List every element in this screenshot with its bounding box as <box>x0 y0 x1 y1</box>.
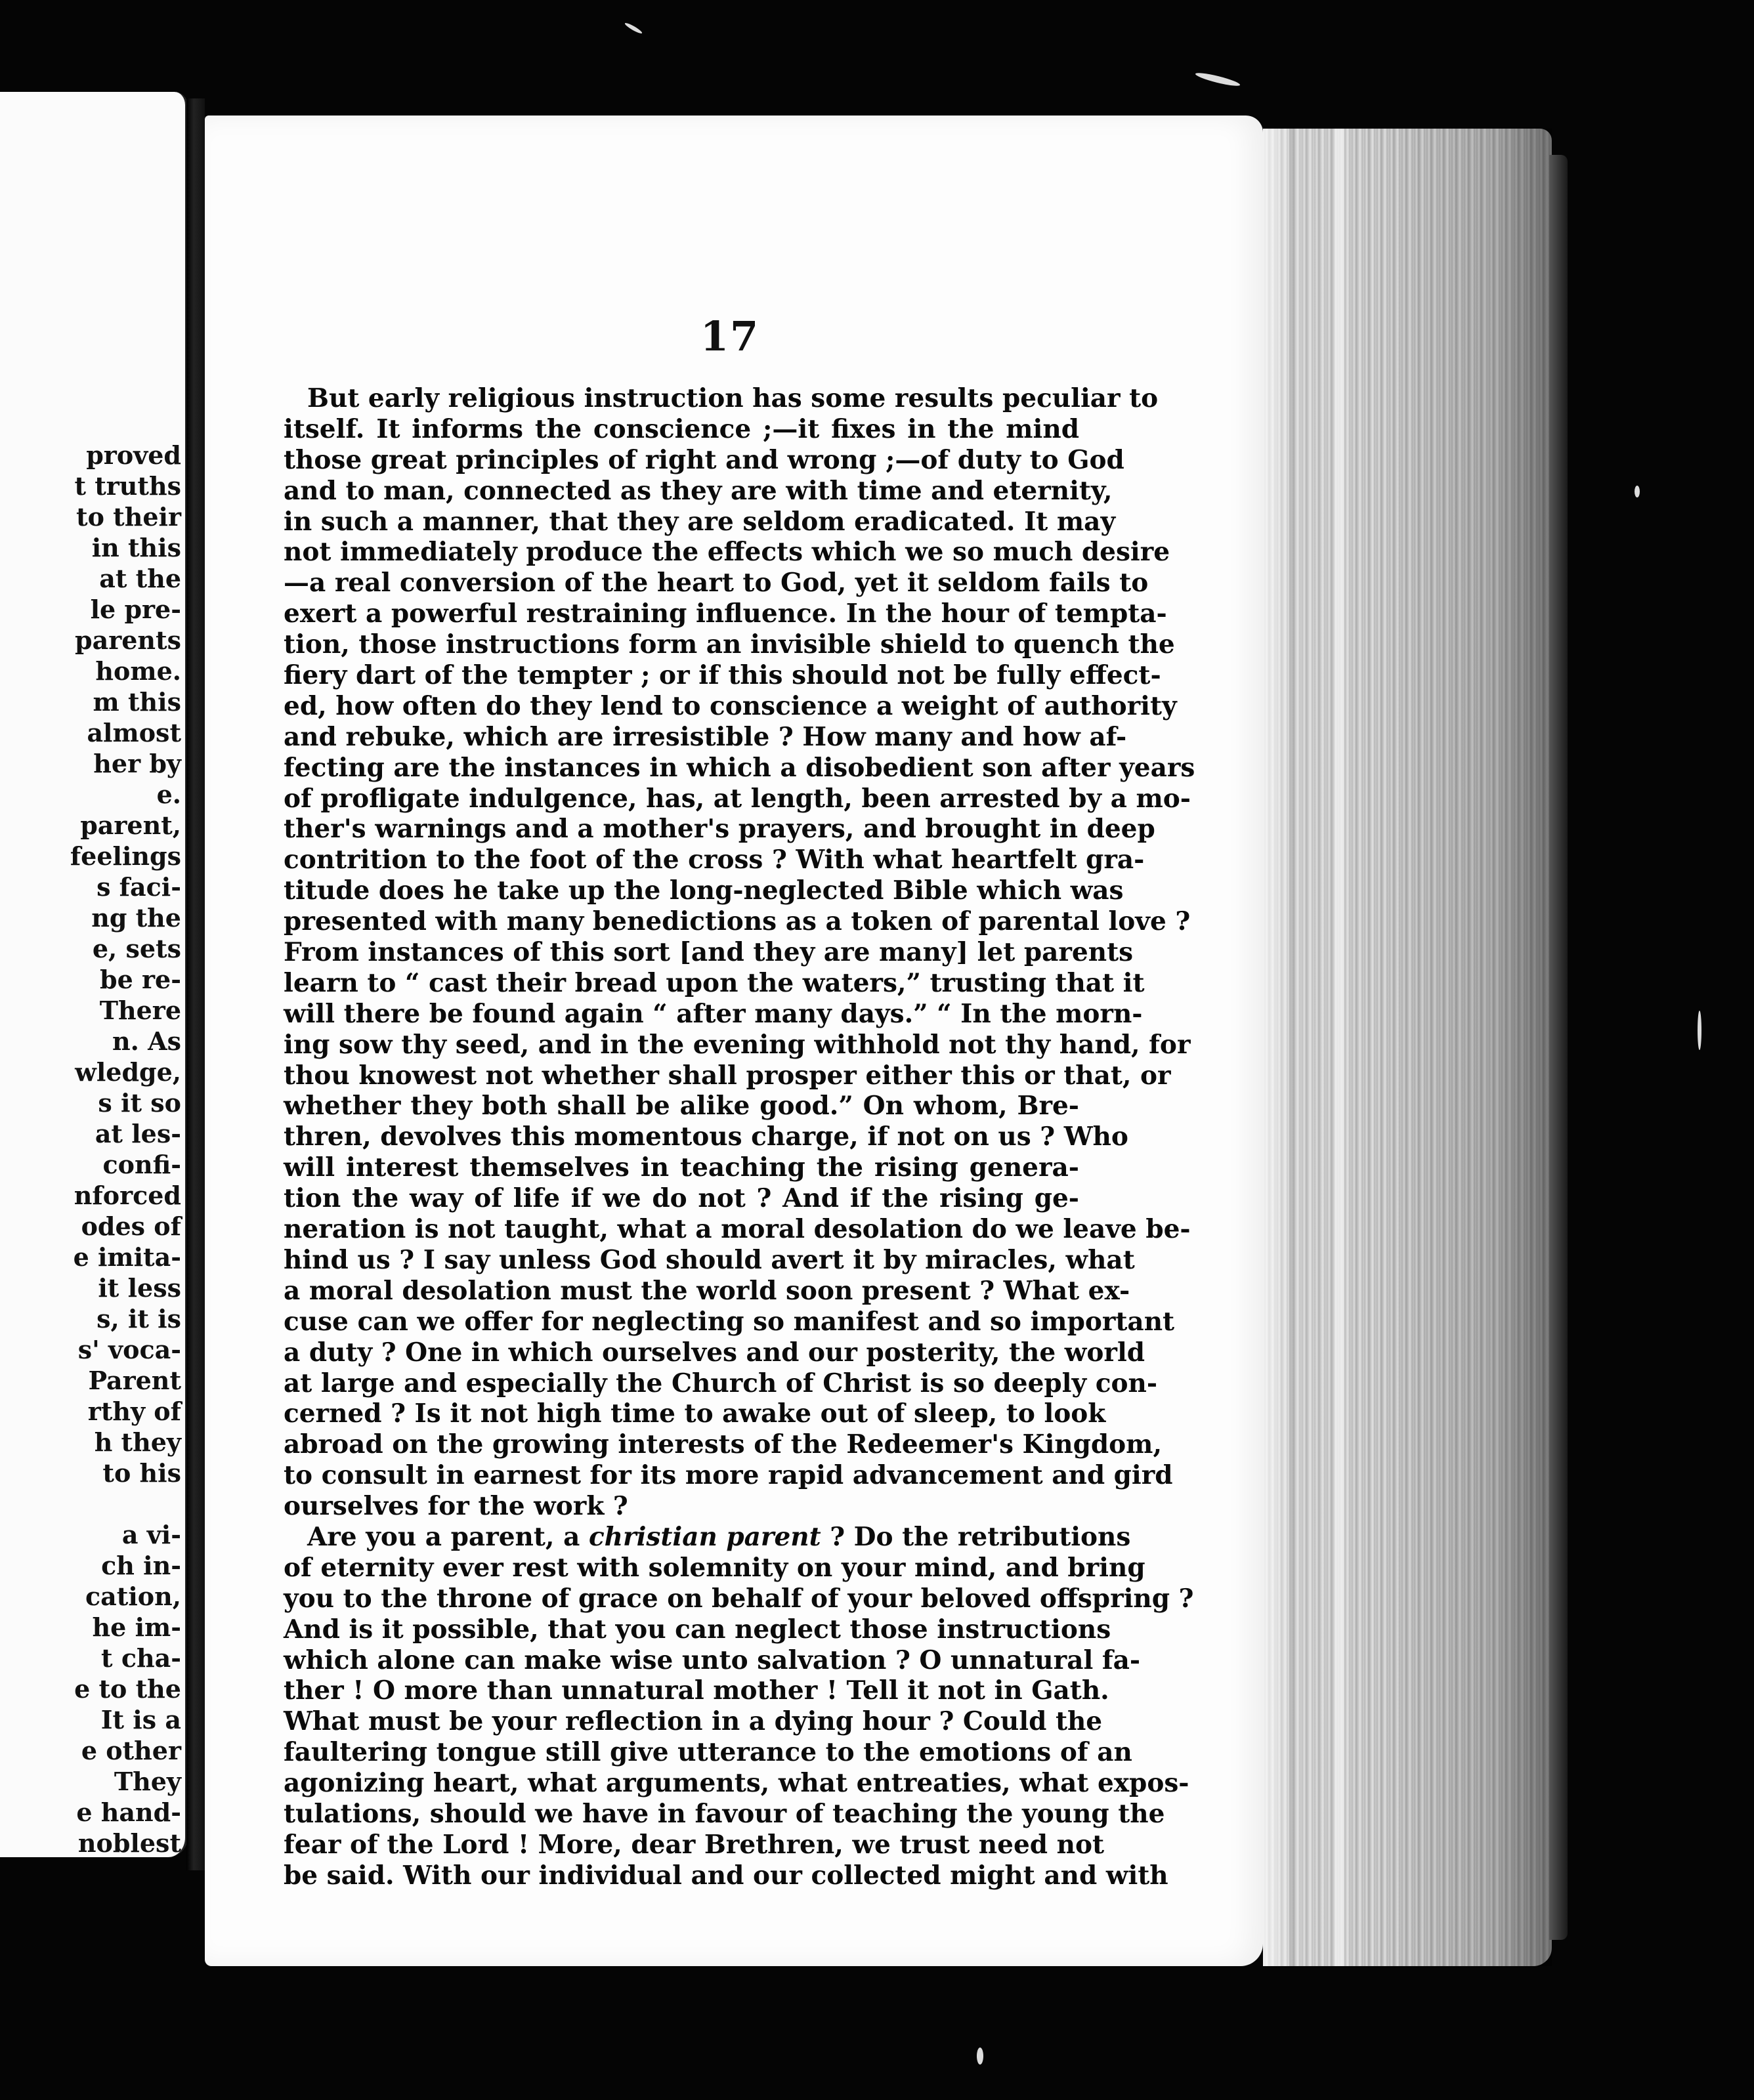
facing-page-fragment: a vi- <box>121 1520 181 1549</box>
text-line: in such a manner, that they are seldom eradicated. It may <box>284 506 1116 537</box>
facing-page-fragment: e other <box>81 1736 181 1765</box>
text-line: tion the way of life if we do not ? And if the rising ge- <box>284 1183 1079 1214</box>
text-line: will there be found again “ after many days.” “ In the morn- <box>284 998 1143 1029</box>
text-line: ther's warnings and a mother's prayers, and brought in deep <box>284 814 1155 845</box>
facing-page-fragment: s, it is <box>96 1304 181 1334</box>
facing-page-fragment: to their <box>76 502 181 532</box>
text-line: —a real conversion of the heart to God, yet it seldom fails to <box>284 568 1149 598</box>
paragraph-1 <box>284 383 1195 1522</box>
text-line: But early religious instruction has some results peculiar to <box>307 383 1159 413</box>
facing-page-fragment: nforced <box>74 1181 181 1210</box>
facing-page-fragment: n. As <box>112 1026 181 1056</box>
text-line: you to the throne of grace on behalf of your beloved offspring ? <box>284 1583 1194 1614</box>
text-line: which alone can make wise unto salvation ? O unnatural fa- <box>284 1645 1141 1675</box>
text-line: tion, those instructions form an invisible shield to quench the <box>284 629 1175 660</box>
scan-artifact <box>977 2048 983 2065</box>
paragraph-2 <box>284 1552 1194 1891</box>
text-line: of eternity ever rest with solemnity on your mind, and bring <box>284 1552 1145 1583</box>
facing-page-fragment: at les- <box>95 1119 181 1148</box>
text-line: tulations, should we have in favour of teaching the young the <box>284 1798 1165 1829</box>
text-line: cuse can we offer for neglecting so manifest and so important <box>284 1306 1175 1337</box>
facing-page-fragment: cation, <box>85 1582 181 1611</box>
facing-page-fragment: ng the <box>91 903 181 933</box>
facing-page-fragment: home. <box>95 656 181 686</box>
text-line: ed, how often do they lend to conscience a weight of authority <box>284 690 1177 721</box>
scan-artifact <box>1698 1011 1701 1050</box>
body-text <box>284 383 1195 1891</box>
text-line: and to man, connected as they are with time and eternity, <box>284 475 1113 506</box>
facing-page-text-fragments <box>0 440 181 1858</box>
book-cover-edge <box>1549 155 1568 1940</box>
text-line: not immediately produce the effects which we so much desire <box>284 537 1170 568</box>
facing-page-fragment: be re- <box>100 965 181 994</box>
facing-page-fragment: feelings <box>70 841 181 871</box>
text-line: of profligate indulgence, has, at length, been arrested by a mo- <box>284 783 1191 814</box>
facing-page-fragment: wledge, <box>75 1057 181 1087</box>
facing-page-fragment: it less <box>98 1273 181 1303</box>
text-line: fecting are the instances in which a disobedient son after years <box>284 752 1195 783</box>
page-17 <box>205 116 1263 1966</box>
facing-page-fragment: m this <box>93 687 181 717</box>
book-fore-edge <box>1263 129 1552 1966</box>
facing-page-fragment: noblest <box>77 1828 181 1858</box>
facing-page-fragment: he im- <box>92 1612 181 1642</box>
text-line: and rebuke, which are irresistible ? How many and how af- <box>284 721 1127 752</box>
text-line: What must be your reflection in a dying hour ? Could the <box>284 1706 1103 1737</box>
facing-page-fragment: confi- <box>102 1150 181 1179</box>
facing-page-fragment: parents <box>75 625 181 655</box>
facing-page-fragment: odes of <box>81 1211 181 1241</box>
text-line: will interest themselves in teaching the rising genera- <box>284 1152 1079 1183</box>
facing-page-fragment: to his <box>102 1458 181 1488</box>
text-line: fiery dart of the tempter ; or if this should not be fully effect- <box>284 660 1161 691</box>
text-line: cerned ? Is it not high time to awake out of sleep, to look <box>284 1398 1106 1429</box>
facing-page-fragment: in this <box>91 533 181 562</box>
text-line: ther ! O more than unnatural mother ! Tell it not in Gath. <box>284 1675 1109 1706</box>
text-line: fear of the Lord ! More, dear Brethren, we trust need not <box>284 1829 1105 1860</box>
text-line: presented with many benedictions as a token of parental love ? <box>284 906 1191 937</box>
facing-page-fragment: e imita- <box>73 1242 181 1272</box>
paragraph-2-first-line: Are you a parent, a christian parent ? Do the retributions <box>307 1521 1131 1552</box>
text-line: ing sow thy seed, and in the evening withhold not thy hand, for <box>284 1029 1191 1060</box>
facing-page-fragment: almost <box>87 718 181 747</box>
text-line: titude does he take up the long-neglected Bible which was <box>284 875 1124 906</box>
facing-page-left <box>0 92 188 1857</box>
facing-page-fragment: s it so <box>98 1088 181 1118</box>
text-line: abroad on the growing interests of the Redeemer's Kingdom, <box>284 1429 1163 1460</box>
facing-page-fragment: at the <box>99 564 181 593</box>
facing-page-fragment <box>0 1488 181 1519</box>
facing-page-fragment: le pre- <box>90 595 181 624</box>
facing-page-fragment: s' voca- <box>77 1335 181 1364</box>
facing-page-fragment: parent, <box>80 810 181 840</box>
book-gutter <box>186 98 205 1870</box>
text-line: contrition to the foot of the cross ? With what heartfelt gra- <box>284 845 1145 875</box>
text-line: whether they both shall be alike good.” On whom, Bre- <box>284 1091 1079 1122</box>
facing-page-fragment: There <box>99 996 181 1025</box>
text-line: And is it possible, that you can neglect those instructions <box>284 1614 1111 1645</box>
text-line: faultering tongue still give utterance to the emotions of an <box>284 1737 1132 1768</box>
text-line: a duty ? One in which ourselves and our posterity, the world <box>284 1337 1145 1368</box>
facing-page-fragment: e, sets <box>92 934 181 963</box>
text-line: itself. It informs the conscience ;—it fixes in the mind <box>284 413 1079 444</box>
text-line: neration is not taught, what a moral desolation do we leave be- <box>284 1214 1191 1245</box>
text-line: at large and especially the Church of Christ is so deeply con- <box>284 1368 1158 1398</box>
facing-page-fragment: t cha- <box>101 1643 181 1673</box>
text-line: a moral desolation must the world soon present ? What ex- <box>284 1275 1130 1306</box>
facing-page-fragment: e. <box>156 780 181 809</box>
emphasis-christian-parent: christian parent <box>588 1521 821 1552</box>
scan-artifact <box>624 22 643 35</box>
text-line: be said. With our individual and our collected might and with <box>284 1860 1168 1891</box>
text-line: those great principles of right and wrong ;—of duty to God <box>284 444 1124 475</box>
page-number: 17 <box>700 312 760 360</box>
facing-page-fragment: t truths <box>74 471 181 501</box>
text-line: hind us ? I say unless God should avert it by miracles, what <box>284 1244 1135 1275</box>
facing-page-fragment: e hand- <box>76 1797 181 1827</box>
facing-page-fragment: rthy of <box>87 1396 181 1426</box>
facing-page-fragment: s faci- <box>96 872 181 902</box>
facing-page-fragment: her by <box>93 749 181 778</box>
scan-artifact <box>1635 486 1640 497</box>
facing-page-fragment: They <box>114 1767 181 1796</box>
text-line: thren, devolves this momentous charge, if not on us ? Who <box>284 1122 1128 1152</box>
facing-page-fragment: It is a <box>100 1705 181 1734</box>
text-line: ourselves for the work ? <box>284 1491 628 1522</box>
facing-page-fragment: e to the <box>74 1674 181 1704</box>
text-line: From instances of this sort [and they are many] let parents <box>284 937 1134 968</box>
facing-page-fragment: proved <box>86 440 181 470</box>
text-line: agonizing heart, what arguments, what entreaties, what expos- <box>284 1768 1189 1799</box>
text-line: thou knowest not whether shall prosper either this or that, or <box>284 1060 1171 1091</box>
text-line: exert a powerful restraining influence. In the hour of tempta- <box>284 598 1167 629</box>
text-line: to consult in earnest for its more rapid advancement and gird <box>284 1460 1173 1491</box>
scan-artifact <box>1195 71 1241 89</box>
text-line: learn to “ cast their bread upon the waters,” trusting that it <box>284 967 1145 998</box>
facing-page-fragment: h they <box>94 1427 181 1457</box>
facing-page-fragment: Parent <box>88 1366 181 1395</box>
facing-page-fragment: ch in- <box>101 1551 181 1580</box>
